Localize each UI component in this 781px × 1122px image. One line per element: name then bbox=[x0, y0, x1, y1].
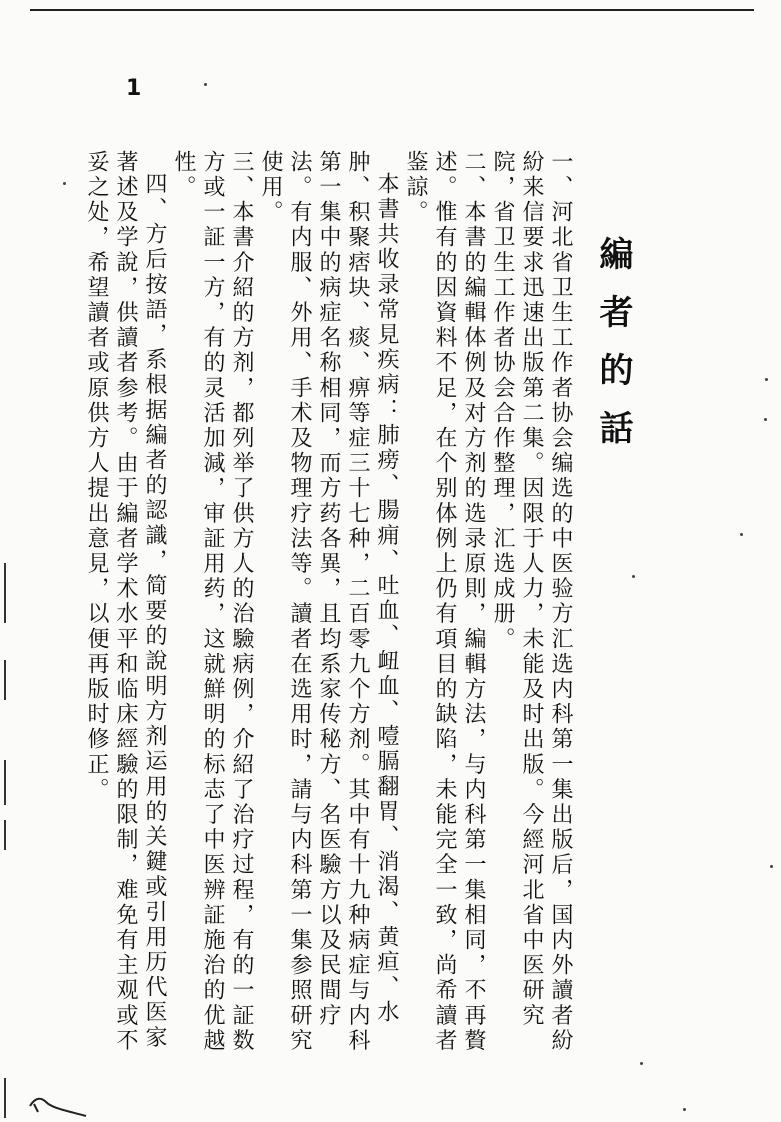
scan-speck bbox=[765, 378, 768, 381]
paragraph-4: 三、本書介紹的方剂，都列举了供方人的治驗病例，介紹了治疗过程，有的一証数方或一証一方，有的灵活加減，审証用药，这就鮮明的标志了中医辨証施治的优越性。 bbox=[171, 150, 254, 1054]
paragraph-2: 二、本書的編輯体例及对方剂的选录原則，編輯方法，与内科第一集相同，不再贅述。惟有的因資料不足，在个别体例上仍有項目的缺陷，未能完全一致，尚希讀者鉴諒。 bbox=[403, 150, 486, 1054]
top-border-line bbox=[30, 9, 754, 11]
page-title: 編者的話 bbox=[593, 236, 633, 468]
pen-stroke-mark bbox=[28, 1092, 88, 1118]
scan-artifact-line bbox=[4, 1078, 6, 1118]
scan-speck bbox=[740, 533, 743, 536]
scan-speck bbox=[640, 1062, 643, 1065]
page-number: 1 bbox=[126, 76, 142, 101]
scan-speck bbox=[683, 1108, 686, 1111]
scan-speck bbox=[770, 865, 773, 868]
scan-speck bbox=[764, 418, 767, 421]
editors-note-body bbox=[84, 150, 575, 1070]
scan-speck bbox=[632, 575, 635, 578]
scan-artifact-line bbox=[4, 760, 6, 805]
scan-speck bbox=[63, 182, 66, 185]
scan-artifact-line bbox=[4, 820, 6, 850]
paragraph-1: 一、河北省卫生工作者协会编选的中医验方汇选内科第一集出版后，国内外讀者紛紛来信要求迅速出版第二集。因限于人力，未能及时出版。今經河北省中医研究院，省卫生工作者协会合作整理，汇选成册。 bbox=[490, 150, 573, 1054]
scan-artifact-line bbox=[4, 660, 6, 700]
paragraph-5: 四、方后按語，系根据編者的認識，简要的說明方剂运用的关鍵或引用历代医家著述及学說，供讀者参考。由于編者学术水平和临床經驗的限制，难免有主观或不妥之处，希望讀者或原供方人提出意見，以便再版时修正。 bbox=[84, 150, 167, 1054]
scan-speck bbox=[204, 83, 207, 86]
paragraph-3: 本書共收录常見疾病：肺痨、腸痈、吐血、衄血、噎膈翻胃、消渴、黄疸、水肿、积聚痞块、痰、痹等症三十七种，二百零九个方剂。其中有十九种病症与内科第一集中的病症名称相同，而方药各異，且均系家传秘方、名医驗方以及民間疗法。有内服、外用、手术及物理疗法等。讀者在选用时，請与内科第一集参照研究使用。 bbox=[258, 150, 399, 1054]
scan-artifact-line bbox=[4, 563, 6, 623]
